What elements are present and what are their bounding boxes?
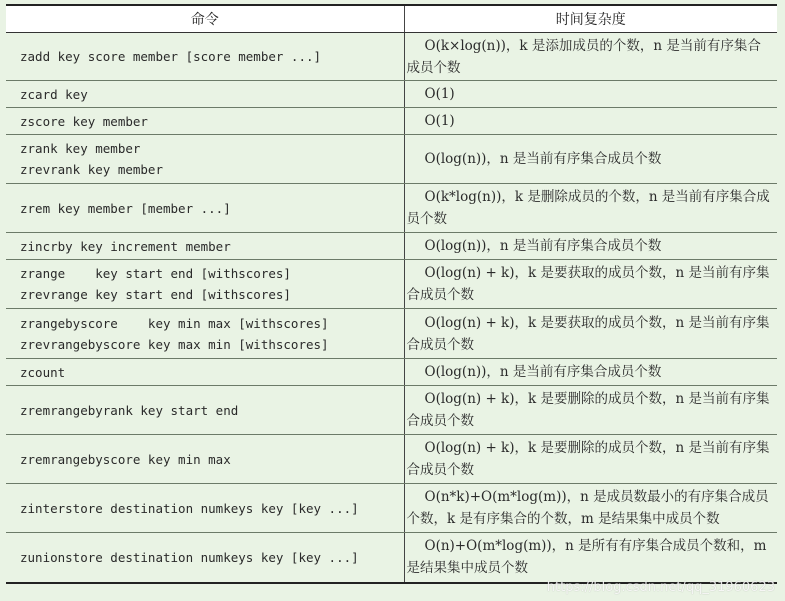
- command-cell: [6, 33, 404, 81]
- table-row: [6, 386, 777, 435]
- complexity-cell: O(n)+O(m*log(m))，n 是所有有序集合成员个数和，m 是结果集中成员个数: [404, 533, 777, 583]
- complexity-cell: O(1): [404, 108, 777, 135]
- complexity-cell: O(n*k)+O(m*log(m))，n 是成员数最小的有序集合成员个数，k 是有序集合的个数，m 是结果集中成员个数: [404, 484, 777, 533]
- table-row: [6, 359, 777, 386]
- watermark-text: https://blog.csdn.net/qq_31960623: [546, 580, 775, 595]
- command-text: zrank key member: [20, 141, 141, 156]
- table-row: [6, 233, 777, 260]
- complexity-cell: O(log(n))，n 是当前有序集合成员个数: [404, 135, 777, 184]
- table-row: [6, 309, 777, 359]
- complexity-cell: O(log(n) + k)，k 是要删除的成员个数，n 是当前有序集合成员个数: [404, 386, 777, 435]
- table-row: [6, 33, 777, 81]
- command-text: zadd key score member [score member ...]: [20, 49, 322, 64]
- command-text: zcount: [20, 364, 66, 380]
- command-cell: [6, 260, 404, 309]
- command-cell: [6, 533, 404, 583]
- command-text: zremrangebyrank key start end: [20, 402, 239, 418]
- command-cell: [6, 184, 404, 233]
- complexity-cell: O(log(n))，n 是当前有序集合成员个数: [404, 233, 777, 260]
- command-cell: [6, 386, 404, 435]
- command-text: zunionstore destination numkeys key [key ...]: [20, 549, 359, 565]
- complexity-table: [6, 4, 777, 584]
- table-row: [6, 184, 777, 233]
- complexity-cell: O(1): [404, 81, 777, 108]
- command-text: zinterstore destination numkeys key [key ...]: [20, 500, 359, 516]
- header-row: [6, 5, 777, 33]
- command-cell: [6, 435, 404, 484]
- table-row: [6, 81, 777, 108]
- command-cell: [6, 108, 404, 135]
- complexity-cell: O(log(n) + k)，k 是要获取的成员个数，n 是当前有序集合成员个数: [404, 260, 777, 309]
- command-cell: [6, 484, 404, 533]
- complexity-cell: O(k×log(n))，k 是添加成员的个数，n 是当前有序集合成员个数: [404, 33, 777, 81]
- complexity-cell: O(k*log(n))，k 是删除成员的个数，n 是当前有序集合成员个数: [404, 184, 777, 233]
- command-cell: [6, 359, 404, 386]
- command-text: zscore key member: [20, 113, 148, 129]
- command-cell: [6, 309, 404, 359]
- command-text: zrevrank key member: [20, 162, 163, 177]
- column-header-command: 命令: [6, 5, 404, 33]
- command-text: zremrangebyscore key min max: [20, 451, 231, 467]
- table-row: [6, 533, 777, 583]
- complexity-cell: O(log(n))，n 是当前有序集合成员个数: [404, 359, 777, 386]
- table-row: [6, 260, 777, 309]
- table-row: [6, 135, 777, 184]
- table-row: [6, 435, 777, 484]
- command-text: zincrby key increment member: [20, 238, 231, 254]
- command-text: zrevrange key start end [withscores]: [20, 287, 291, 302]
- complexity-cell: O(log(n) + k)，k 是要删除的成员个数，n 是当前有序集合成员个数: [404, 435, 777, 484]
- command-cell: [6, 135, 404, 184]
- table-row: [6, 108, 777, 135]
- command-text: zrevrangebyscore key max min [withscores]: [20, 336, 329, 352]
- command-text: zcard key: [20, 86, 88, 102]
- command-text: zrangebyscore key min max [withscores]: [20, 315, 329, 331]
- column-header-complexity: 时间复杂度: [404, 5, 777, 33]
- command-text: zrem key member [member ...]: [20, 200, 231, 216]
- command-cell: [6, 233, 404, 260]
- command-cell: [6, 81, 404, 108]
- command-text: zrange key start end [withscores]: [20, 266, 291, 281]
- table-row: [6, 484, 777, 533]
- complexity-cell: O(log(n) + k)，k 是要获取的成员个数，n 是当前有序集合成员个数: [404, 309, 777, 359]
